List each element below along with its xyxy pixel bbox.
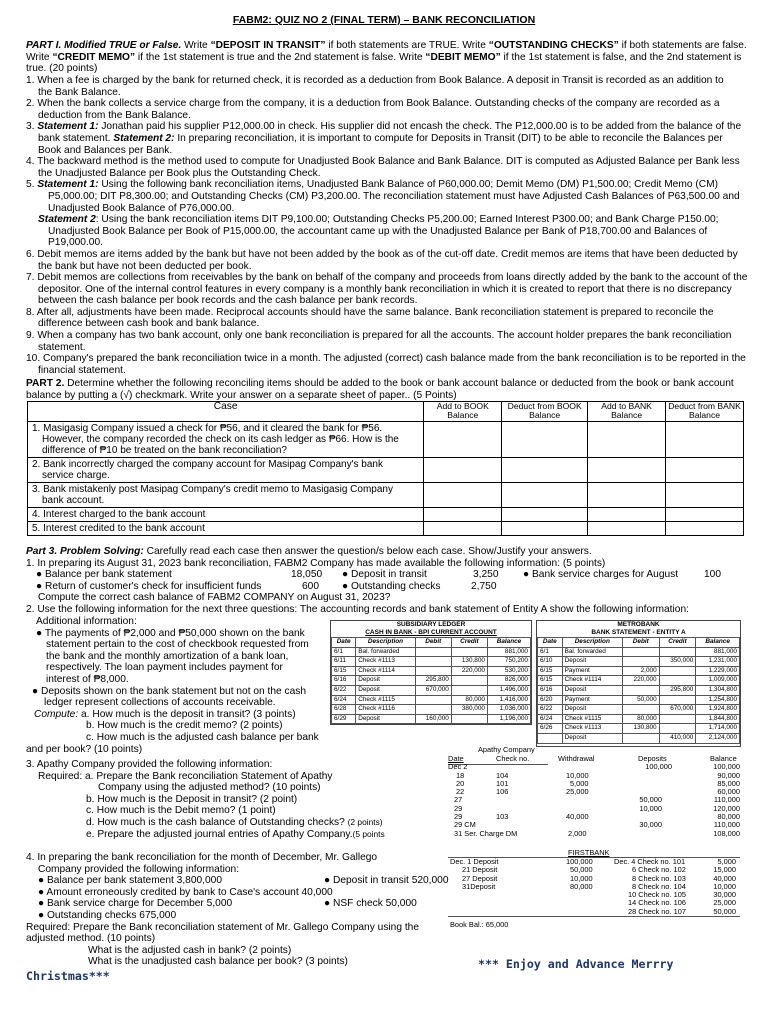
table-row: 10 Check no. 105 30,000 [628,890,736,900]
part3-label: Part 3. Problem Solving: [26,546,144,557]
table-row: Dec. 1 Deposit 100,000 Dec. 4 Check no. 101 5,000 [450,857,736,866]
answer-cell[interactable] [666,482,744,507]
answer-cell[interactable] [588,421,666,457]
table-row: 6/29 Deposit 160,000 1,196,000 [332,714,531,724]
list-item: 7. Debit memos are collections from receivables by the bank on behalf of the company and proceeds from loans directly added by the bank to the account of the [26,272,748,284]
question-1: 1. In preparing its August 31, 2023 bank reconciliation, FABM2 Company has made available the following information: (5 points) [26,557,606,569]
list-item: 2. When the bank collects a service charge from the company, it is a deduction from Book Balance. Outstanding checks of the company are recorded as a [26,98,720,110]
table-row: 27 50,000 110,000 [454,795,740,805]
answer-cell[interactable] [502,457,588,482]
table-row: 6/10 Deposit 350,000 1,231,000 [538,657,740,667]
question-2-details: Additional information: ● The payments of ₱2,000 and ₱50,000 shown on the bank statement pertain to the cost of checkbook requested from the bank and the monthly amortization of a bank loan, respectively. The loan payment includes payment for interest of ₱8,000. ● Deposits shown on the bank statement but not on the cash ledger represent collections of accounts receivable. Compute: a. How much is the deposit in transit? (3 points) b. How much is the credit memo? (2 points) c. How much is the adjusted cash balance per bank and per book? (10 points) [26,616,319,755]
table-row: 6/15 Check #1114 220,000 530,200 [332,666,531,676]
answer-cell[interactable] [502,507,588,521]
subsidiary-ledger: SUBSIDIARY LEDGER CASH IN BANK - BPI CURRENT ACCOUNT Date Description Debit Credit Balance 6/1 Bal. forwarded 881,000 6/11 Check #1113 130,800 750,200 6/15 Check #1114 220,000 530,200 6/16 Deposit 295,800 826,000 6/22 Deposit 670,000 1,496,000 6/24 Check #1115 80,000 1,416,000 6/28 Check #1116 380,000 1,036,000 6/29 Deposit 160,000 1,196,000 [330,620,532,725]
question-2: 2. Use the following information for the next three questions: The accounting records and bank statement of Entity A show the following information: [26,603,689,615]
list-item: 1. When a fee is charged by the bank for returned check, it is recorded as a deduction from Book Balance. A deposit in Transit is recorded as an addition to [26,75,724,86]
table-row: 6/24 Check #1115 80,000 1,416,000 [332,695,531,705]
table-row: 29 10,000 120,000 [454,803,740,813]
col-header-add-book: Add to BOOK Balance [424,402,502,422]
table-row: 3. Bank mistakenly post Masipag Company's credit memo to Masigasig Company bank account. [28,482,744,507]
answer-cell[interactable] [588,521,666,535]
question-4: 4. In preparing the bank reconciliation for the month of December, Mr. Gallego Company provided the following information: ● Balance per bank statement 3,800,000 ● Deposit in transit 520,000 ● Amount erroneously credited by bank to Case's account 40,000 ● Bank service charge for December 5,000 ● NSF check 50,000 ● Outstanding checks 675,000 Required: Prepare the Bank reconciliation statement of Mr. Gallego Company using the adjusted method. (10 points) What is the adjusted cash in bank? (2 points) What is the unadjusted cash balance per book? (3 points) [26,852,449,968]
question-3: 3. Apathy Company provided the following information: Required: a. Prepare the Bank reconciliation Statement of Apathy Company using the adjusted method? (10 points) b. How much is the Deposit in transit? (2 point) c. How much is the Debit memo? (1 point) d. How much is the cash balance of Outstanding checks? (2 points) e. Prepare the adjusted journal entries of Apathy Company.(5 points [26,759,385,840]
table-row: 6/20 Payment 50,000 1,254,800 [538,695,740,705]
col-header-add-bank: Add to BANK Balance [588,402,666,422]
table-row: 29 CM 30,000 110,000 [454,820,740,830]
closing-greeting-continued: Christmas*** [26,969,110,983]
table-row: 6/16 Deposit 295,800 826,000 [332,676,531,686]
table-row: 6/1 Bal. forwarded 881,000 [538,647,740,657]
list-item: 5. Statement 1: Using the following bank reconciliation items, Unadjusted Bank Balance of P60,000.00; Demit Memo (DM) P1,500.00; Credit Memo (CM) [26,179,718,191]
table-row: Deposit 410,000 2,124,000 [538,733,740,743]
answer-cell[interactable] [424,507,502,521]
table-row: 28 Check no. 107 50,000 [448,908,740,917]
firstbank-table [448,857,740,929]
page-title: FABM2: QUIZ NO 2 (FINAL TERM) – BANK RECONCILIATION [232,14,536,26]
answer-cell[interactable] [588,457,666,482]
answer-cell[interactable] [424,421,502,457]
list-item: 3. Statement 1: Jonathan paid his supplier P12,000.00 in check. His supplier did not encash the check. The P12,000.00 is to be added from the balance of the [26,121,742,133]
part2-instructions: PART 2. Determine whether the following reconciling items should be added to the book or bank account balance or deducted from the book or bank account balance by putting a (√) checkmark. Write your answer on a separate sheet of paper.. (5 Points) [26,378,734,401]
part3-block: Part 3. Problem Solving: Carefully read each case then answer the question/s below each case. Show/Justify your answers. 1. In preparing its August 31, 2023 bank reconciliation, FABM2 Company has made available the following information: (5 points) ● Balance per bank statement 18,050 ● Deposit in transit 3,250 ● Bank service charges for August 100 ● Return of customer's check for insufficient funds 600 ● Outstanding checks 2,750 Compute the correct cash balance of FABM2 COMPANY on August 31, 2023? 2. Use the following information for the next three questions: The accounting records and bank statement of Entity A show the following information: [26,546,758,616]
answer-cell[interactable] [588,507,666,521]
answer-cell[interactable] [666,521,744,535]
answer-cell[interactable] [502,521,588,535]
table-row: 5. Interest credited to the bank account [28,521,744,535]
bank-statement: METROBANK BANK STATEMENT - ENTITY A Date Description Debit Credit Balance 6/1 Bal. forwarded 881,000 6/10 Deposit 350,000 1,231,000 6/15 Payment 2,000 1,229,000 6/15 Check #1114 220,000 1,009,000 6/16 Deposit 295,800 1,304,800 6/20 Payment 50,000 1,254,800 6/22 Deposit 670,000 1,924,800 6/24 Check #1115 80,000 1,844,800 6/26 Check #1113 130,800 1,714,000 Deposit 410,000 2,124,000 [536,620,741,747]
table-row: 18 104 10,000 90,000 [456,770,740,780]
closing-greeting: *** Enjoy and Advance Merrry [478,957,674,971]
answer-cell[interactable] [424,482,502,507]
list-item: 6. Debit memos are items added by the bank but have not been added by the book as of the cut-off date. Credit memos are items that have been deducted by [26,248,738,260]
answer-cell[interactable] [424,521,502,535]
table-row: 20 101 5,000 85,000 [456,778,740,788]
list-item: 10. Company's prepared the bank reconciliation twice in a month. The adjusted (correct) cash balance made from the bank reconciliation is to be reported in the [26,353,746,365]
table-row: 31 Ser. Charge DM 2,000 108,000 [454,828,740,838]
table-row: 6/15 Check #1114 220,000 1,009,000 [538,676,740,686]
table-row: 6/16 Deposit 295,800 1,304,800 [538,685,740,695]
answer-cell[interactable] [502,482,588,507]
table-row: 29 103 40,000 80,000 [454,812,740,822]
table-row: 27 Deposit 10,000 8 Check no. 103 40,000 [462,873,736,883]
table-row: 1. Masigasig Company issued a check for ₱56, and it cleared the bank for ₱56. However, the company recorded the check on its cash ledger as ₱66. How is the difference of ₱10 be treated on the bank reconciliation? [28,421,744,457]
table-row: 6/26 Check #1113 130,800 1,714,000 [538,724,740,734]
answer-cell[interactable] [666,507,744,521]
answer-cell[interactable] [666,421,744,457]
table-row: 22 106 25,000 60,000 [456,787,740,797]
part1-items: 1. When a fee is charged by the bank for returned check, it is recorded as a deduction from Book Balance. A deposit in Transit is recorded as an addition to the Bank Balance. 2. When the bank collects a service charge from the company, it is a deduction from Book Balance. Outstanding checks of the company are recorded as a deduction from the Bank Balance. 3. Statement 1: Jonathan paid his supplier P12,000.00 in check. His supplier did not encash the check. The P12,000.00 is to be added from the balance of the bank statement. Statement 2: In preparing reconciliation, it is important to compute for Deposits in Transit (DIT) to be able to reconcile the Balances per Book and Balances per Bank. 4. The backward method is the method used to compute for Unadjusted Book Balance and Bank Balance. DIT is computed as Adjusted Balance per Bank less the Unadjusted Balance per Book plus the Outstanding Check. 5. Statement 1: Using the following bank reconciliation items, Unadjusted Bank Balance of P60,000.00; Demit Memo (DM) P1,500.00; Credit Memo (CM) P5,000.00; DIT P8,300.00; and Outstanding Checks (CM) P3,200.00. The reconciliation statement must have Adjusted Cash Balances of P63,500.00 and Unadjusted Book Balance of P76,000.00. Statement 2: Using the bank reconciliation items DIT P9,100.00; Outstanding Checks P5,200.00; Earned Interest P300.00; and Bank Charge P150.00; Unadjusted Book Balance per Book of P15,000.00, the accountant came up with the Unadjusted Balance per Bank of P18,700.00 and Balances of P19,000.00. 6. Debit memos are items added by the bank but have not been added by the book as of the cut-off date. Credit memos are items that have been deducted by the bank but have not been deducted per book. 7. Debit memos are collections from receivables by the bank on behalf of the company and proceeds from loans directly added by the bank to the account of the depositor. One of the internal control features in every company is a monthly bank reconciliation in which it is created to report that there is no discrepancy between the cash balance per book records and the cash balance per bank records. 8. After all, adjustments have been made. Reciprocal accounts should have the same balance. Bank reconciliation statement is prepared to reconcile the difference between cash book and bank balance. 9. When a company has two bank account, only one bank reconciliation is prepared for all the accounts. The account holder prepares the bank reconciliation statement. 10. Company's prepared the bank reconciliation twice in a month. The adjusted (correct) cash balance made from the bank reconciliation is to be reported in the financial statement. [26,75,758,376]
answer-cell[interactable] [424,457,502,482]
table-row: 6/11 Check #1113 130,800 750,200 [332,657,531,667]
part2-label: PART 2. [26,378,65,389]
col-header-case: Case [28,402,424,422]
table-row: 14 Check no. 106 25,000 [628,898,736,908]
col-header-deduct-book: Deduct from BOOK Balance [502,402,588,422]
answer-cell[interactable] [666,457,744,482]
list-item: 9. When a company has two bank account, only one bank reconciliation is prepared for all the accounts. The account holder prepares the bank reconciliation [26,330,732,342]
firstbank-title: FIRSTBANK [568,848,610,857]
table-row: 6/28 Check #1116 380,000 1,036,000 [332,705,531,715]
table-row: Dec 2 100,000 100,000 [448,762,740,772]
answer-cell[interactable] [588,482,666,507]
table-row: 6/22 Deposit 670,000 1,496,000 [332,685,531,695]
table-row: 6/22 Deposit 670,000 1,924,800 [538,705,740,715]
part2-table [27,401,744,536]
part1-instructions: PART I. Modified TRUE or False. Write “DEPOSIT IN TRANSIT” if both statements are TRUE. Write “OUTSTANDING CHECKS” if both statements are false. Write “CREDIT MEMO” if the 1st statement is true and the 2nd statement is false. Write “DEBIT MEMO” if the 1st statement is false, and the 2nd statement is true. (20 points) [26,40,747,75]
table-row: 21 Deposit 50,000 6 Check no. 102 15,000 [462,865,736,875]
table-row: 6/24 Check #1115 80,000 1,844,800 [538,714,740,724]
part1-label: PART I. Modified TRUE or False. [26,40,182,51]
table-row: 6/1 Bal. forwarded 881,000 [332,647,531,657]
apathy-rows: Date Check no. Withdrawal Deposits Balance Dec 2 100,000 100,000 18 104 10,000 90,000 20 101 5,000 85,000 22 106 25,000 60,000 27 50,000 110,000 29 10,000 120,000 29 103 40,000 80,000 29 CM 30,000 110,000 31 Ser. Charge DM 2,000 108,000 [448,754,740,838]
col-header-deduct-bank: Deduct from BANK Balance [666,402,744,422]
table-row: 6/15 Payment 2,000 1,229,000 [538,666,740,676]
list-item: 8. After all, adjustments have been made. Reciprocal accounts should have the same balance. Bank reconciliation statement is prepared to reconcile the [26,306,714,318]
book-balance: Book Bal.: 65,000 [450,920,509,930]
list-item: 4. The backward method is the method used to compute for Unadjusted Book Balance and Bank Balance. DIT is computed as Adjusted Balance per Bank less [26,156,740,168]
table-row: 2. Bank incorrectly charged the company account for Masipag Company's bank service charge. [28,457,744,482]
table-row: 31Deposit 80,000 8 Check no. 104 10,000 [462,881,736,891]
apathy-title: Apathy Company [478,745,535,754]
table-row: 4. Interest charged to the bank account [28,507,744,521]
answer-cell[interactable] [502,421,588,457]
table-header-row [28,402,744,422]
